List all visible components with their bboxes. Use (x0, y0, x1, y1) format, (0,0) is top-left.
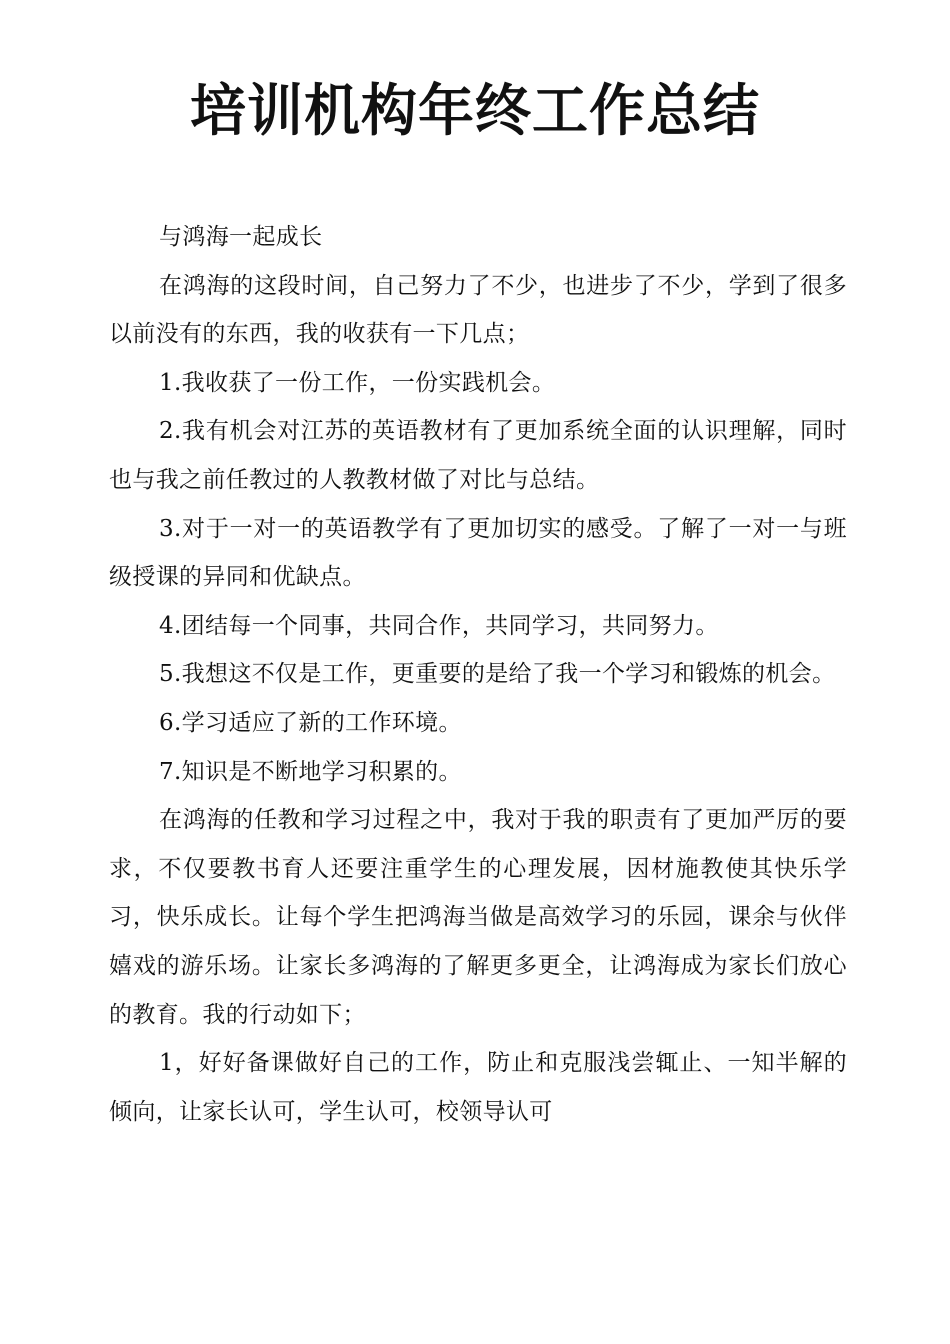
page-title: 培训机构年终工作总结 (190, 79, 760, 144)
paragraph-reflection: 在鸿海的任教和学习过程之中，我对于我的职责有了更加严厉的要求，不仅要教书育人还要注重学生的心理发展，因材施教使其快乐学习，快乐成长。让每个学生把鸿海当做是高效学习的乐园，课余与伙伴嬉戏的游乐场。让家长多鸿海的了解更多更全，让鸿海成为家长们放心的教育。我的行动如下； (109, 807, 847, 1028)
list-item-5: 5.我想这不仅是工作，更重要的是给了我一个学习和锻炼的机会。 (159, 661, 836, 688)
list-item-4: 4.团结每一个同事，共同合作，共同学习，共同努力。 (159, 612, 719, 639)
list-item-7: 7.知识是不断地学习积累的。 (159, 758, 462, 785)
list-item-1: 1.我收获了一份工作，一份实践机会。 (159, 369, 556, 396)
paragraph-intro: 在鸿海的这段时间，自己努力了不少，也进步了不少，学到了很多以前没有的东西，我的收获有一下几点； (109, 272, 847, 348)
document-body (109, 213, 847, 1136)
list-item-6: 6.学习适应了新的工作环境。 (159, 709, 462, 736)
list-item-2: 2.我有机会对江苏的英语教材有了更加系统全面的认识理解，同时也与我之前任教过的人教教材做了对比与总结。 (109, 418, 847, 493)
paragraph-subtitle: 与鸿海一起成长 (159, 224, 323, 250)
list-item-3: 3.对于一对一的英语教学有了更加切实的感受。了解了一对一与班级授课的异同和优缺点。 (109, 515, 847, 591)
action-item-1: 1，好好备课做好自己的工作，防止和克服浅尝辄止、一知半解的倾向，让家长认可，学生认可，校领导认可 (109, 1050, 847, 1125)
